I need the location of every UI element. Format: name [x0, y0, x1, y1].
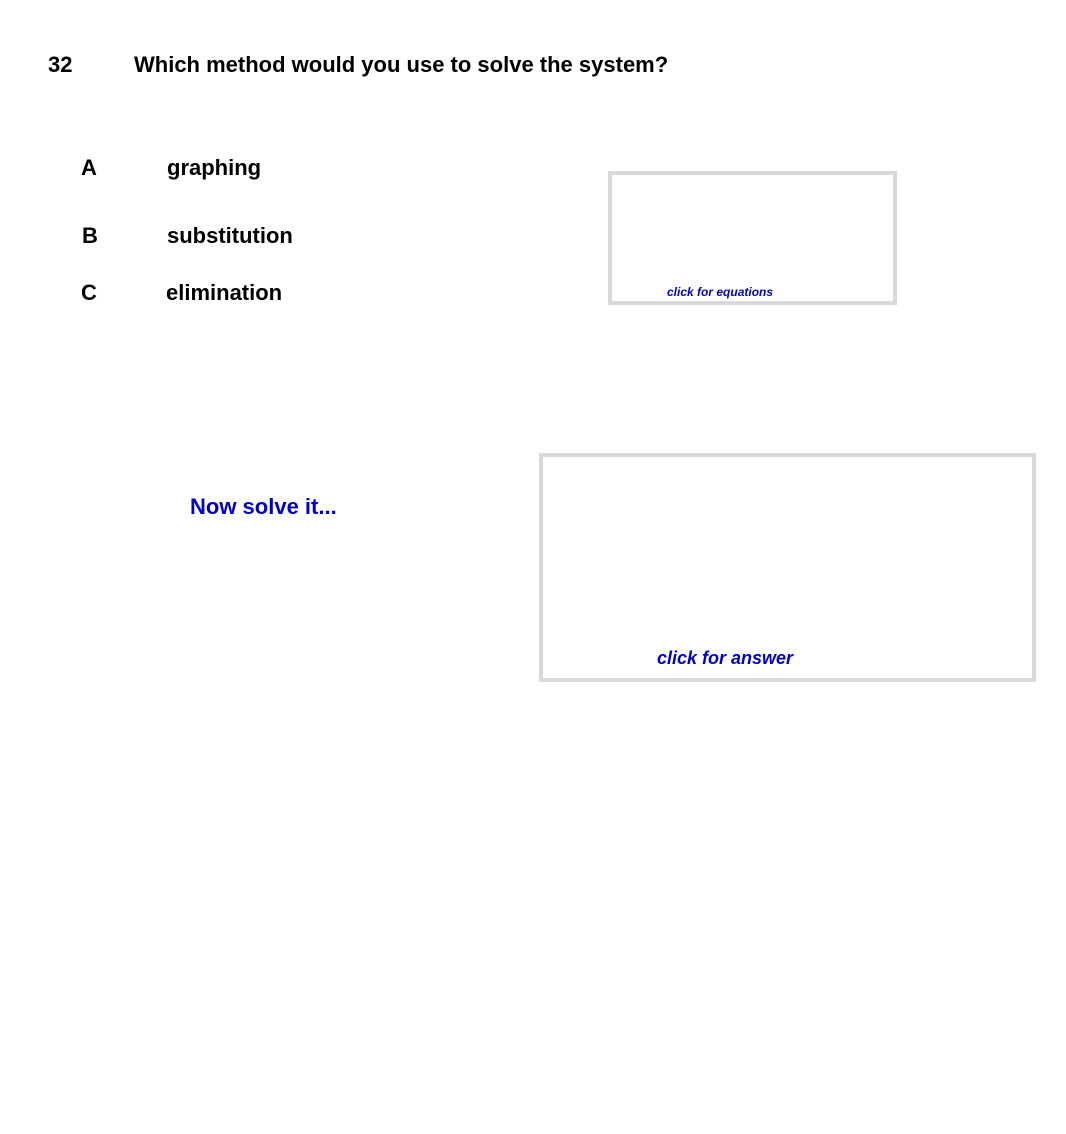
- answer-reveal-box[interactable]: [539, 453, 1036, 682]
- option-c-letter: C: [81, 280, 97, 305]
- option-a-label: graphing: [167, 155, 262, 180]
- click-for-answer-link[interactable]: click for answer: [657, 648, 794, 668]
- question-number: 32: [48, 52, 73, 77]
- option-b-letter: B: [82, 223, 98, 248]
- question-text: Which method would you use to solve the system?: [134, 52, 669, 77]
- option-a-letter: A: [81, 155, 97, 180]
- option-b-label: substitution: [167, 223, 293, 248]
- equations-reveal-box[interactable]: [608, 171, 897, 305]
- option-c-label: elimination: [166, 280, 283, 305]
- click-for-equations-link[interactable]: click for equations: [667, 285, 774, 299]
- solve-prompt: Now solve it...: [190, 494, 337, 519]
